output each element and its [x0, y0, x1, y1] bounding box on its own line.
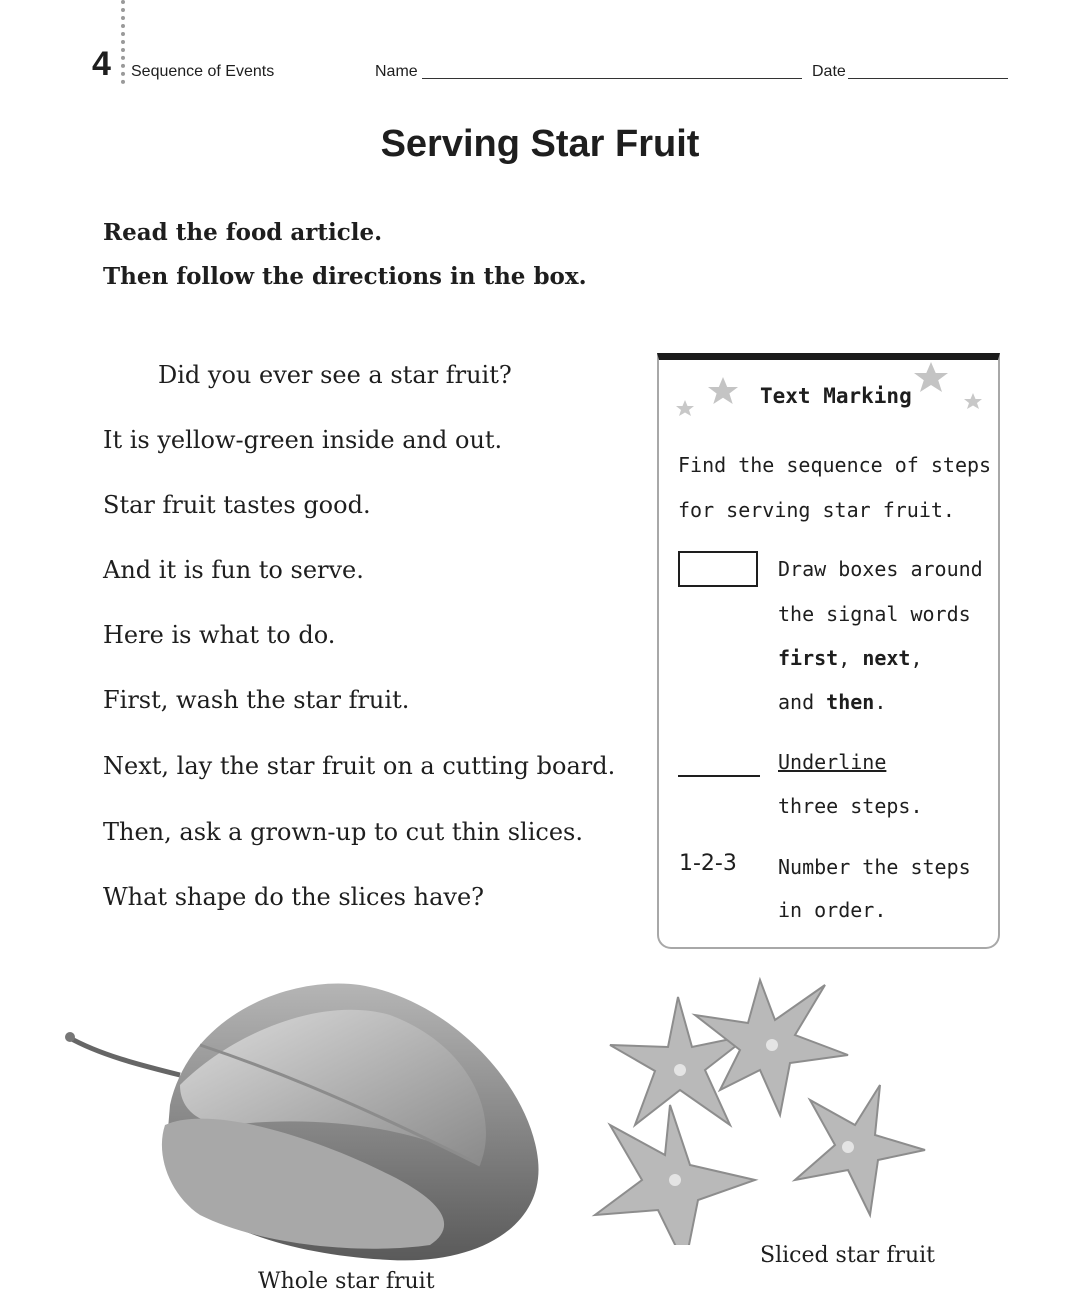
- story-line: Then, ask a grown-up to cut thin slices.: [103, 818, 583, 846]
- story-line: And it is fun to serve.: [103, 556, 364, 584]
- instruction-line: Read the food article.: [103, 219, 383, 246]
- whole-star-fruit-image: [60, 975, 550, 1265]
- signal-words: first, next,: [778, 646, 923, 670]
- star-icon: [964, 393, 982, 409]
- star-slice: [795, 1085, 925, 1215]
- story-line: Did you ever see a star fruit?: [158, 361, 512, 389]
- star-icon: [708, 377, 738, 404]
- unit-number: 4: [92, 45, 111, 83]
- box-direction: the signal words: [778, 602, 971, 626]
- name-field-line[interactable]: [422, 78, 802, 79]
- page-title: Serving Star Fruit: [380, 123, 700, 165]
- story-line: Star fruit tastes good.: [103, 491, 371, 519]
- instruction-line: Then follow the directions in the box.: [103, 263, 587, 290]
- caption-sliced-star-fruit: Sliced star fruit: [760, 1243, 936, 1268]
- dotted-margin-line: [121, 0, 125, 84]
- box-direction: Draw boxes around: [778, 557, 983, 581]
- text-marking-intro: for serving star fruit.: [678, 498, 955, 522]
- signal-words: and then.: [778, 690, 887, 714]
- signal-word-first: first: [778, 646, 839, 670]
- story-line: First, wash the star fruit.: [103, 686, 410, 714]
- number-direction: Number the steps: [778, 855, 971, 879]
- number-direction: in order.: [778, 898, 887, 922]
- underline-symbol: [678, 775, 760, 777]
- text-marking-title: Text Marking: [760, 384, 912, 408]
- sliced-star-fruit-image: [580, 975, 940, 1245]
- signal-word-then: then: [826, 690, 875, 714]
- box-symbol: [678, 551, 758, 587]
- story-line: Here is what to do.: [103, 621, 336, 649]
- story-line: What shape do the slices have?: [103, 883, 485, 911]
- star-slice: [610, 997, 750, 1125]
- date-label: Date: [812, 63, 846, 80]
- signal-word-next: next: [862, 646, 911, 670]
- number-symbol: 1-2-3: [679, 851, 737, 876]
- story-line: Next, lay the star fruit on a cutting board.: [103, 752, 616, 780]
- star-icon: [914, 362, 948, 392]
- caption-whole-star-fruit: Whole star fruit: [258, 1269, 435, 1294]
- text-marking-intro: Find the sequence of steps: [678, 453, 992, 477]
- underline-direction: Underline: [778, 750, 887, 774]
- name-label: Name: [375, 63, 418, 80]
- star-icon: [676, 400, 694, 416]
- underline-direction: three steps.: [778, 794, 923, 818]
- date-field-line[interactable]: [848, 78, 1008, 79]
- story-line: It is yellow-green inside and out.: [103, 426, 503, 454]
- unit-label: Sequence of Events: [131, 63, 275, 80]
